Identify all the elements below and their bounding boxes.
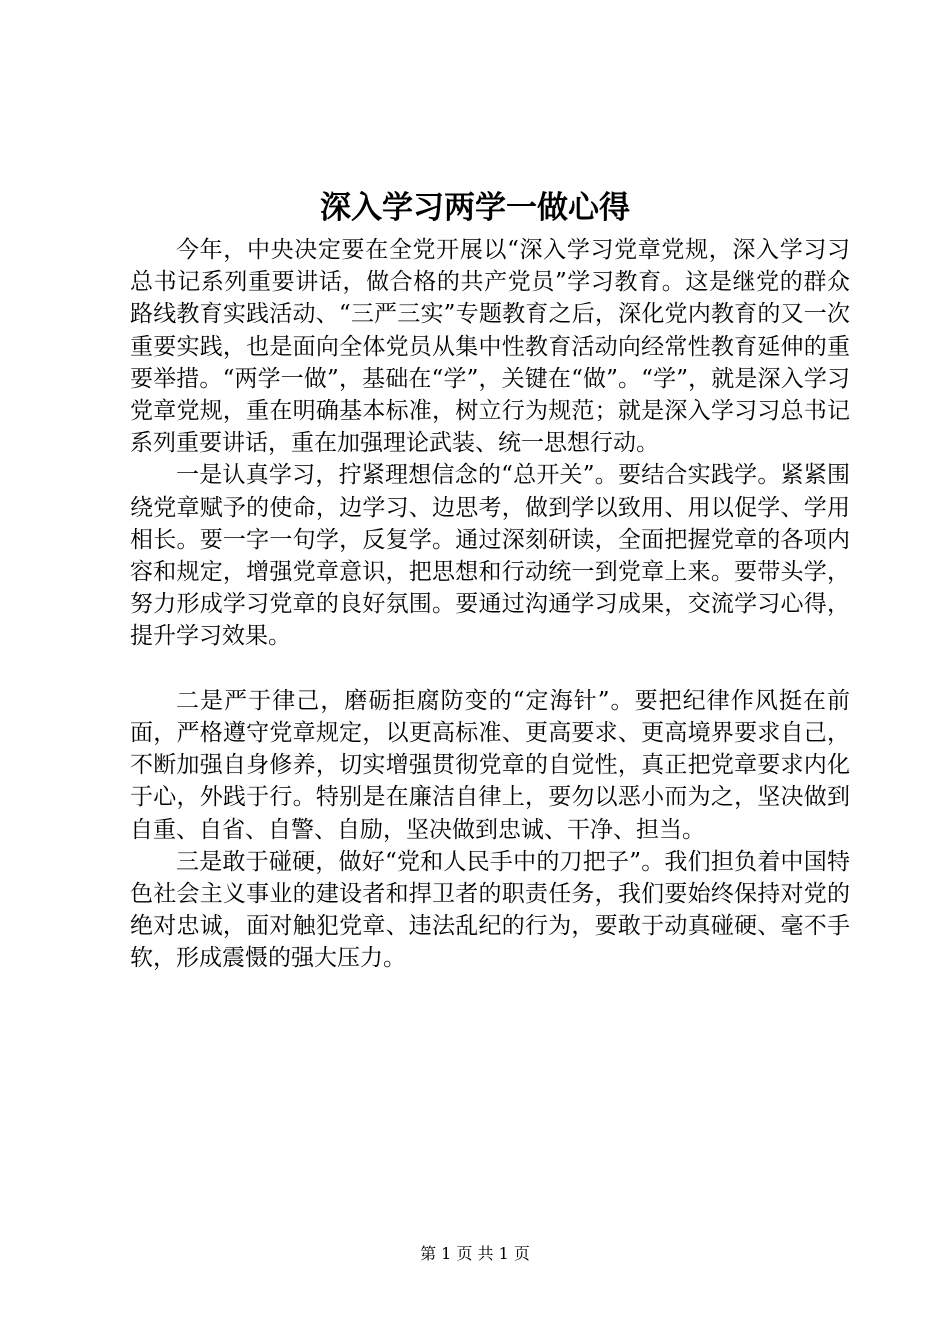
document-title: 深入学习两学一做心得	[320, 190, 630, 226]
paragraph-intro: 今年，中央决定要在全党开展以“深入学习党章党规，深入学习习总书记系列重要讲话，做合格的共产党员”学习教育。这是继党的群众路线教育实践活动、“三严三实”专题教育之后，深化党内教育的又一次重要实践，也是面向全体党员从集中性教育活动向经常性教育延伸的重要举措。“两学一做”，基础在“学”，关键在“做”。“学”，就是深入学习党章党规，重在明确基本标准，树立行为规范；就是深入学习习总书记系列重要讲话，重在加强理论武装、统一思想行动。	[130, 237, 850, 457]
document-body	[130, 234, 850, 975]
page-number-footer: 第 1 页 共 1 页	[420, 1244, 530, 1263]
paragraph-point-one: 一是认真学习，拧紧理想信念的“总开关”。要结合实践学。紧紧围绕党章赋予的使命，边学习、边思考，做到学以致用、用以促学、学用相长。要一字一句学，反复学。通过深刻研读，全面把握党章的各项内容和规定，增强党章意识，把思想和行动统一到党章上来。要带头学，努力形成学习党章的良好氛围。要通过沟通学习成果，交流学习心得，提升学习效果。	[130, 462, 850, 650]
paragraph-spacer	[130, 653, 850, 685]
paragraph-point-three: 三是敢于碰硬，做好“党和人民手中的刀把子”。我们担负着中国特色社会主义事业的建设者和捍卫者的职责任务，我们要始终保持对党的绝对忠诚，面对触犯党章、违法乱纪的行为，要敢于动真碰硬、毫不手软，形成震慑的强大压力。	[130, 848, 850, 972]
paragraph-point-two: 二是严于律己，磨砺拒腐防变的“定海针”。要把纪律作风挺在前面，严格遵守党章规定，以更高标准、更高要求、更高境界要求自己，不断加强自身修养，切实增强贯彻党章的自觉性，真正把党章要求内化于心，外践于行。特别是在廉洁自律上，要勿以恶小而为之，坚决做到自重、自省、自警、自励，坚决做到忠诚、干净、担当。	[130, 687, 850, 843]
